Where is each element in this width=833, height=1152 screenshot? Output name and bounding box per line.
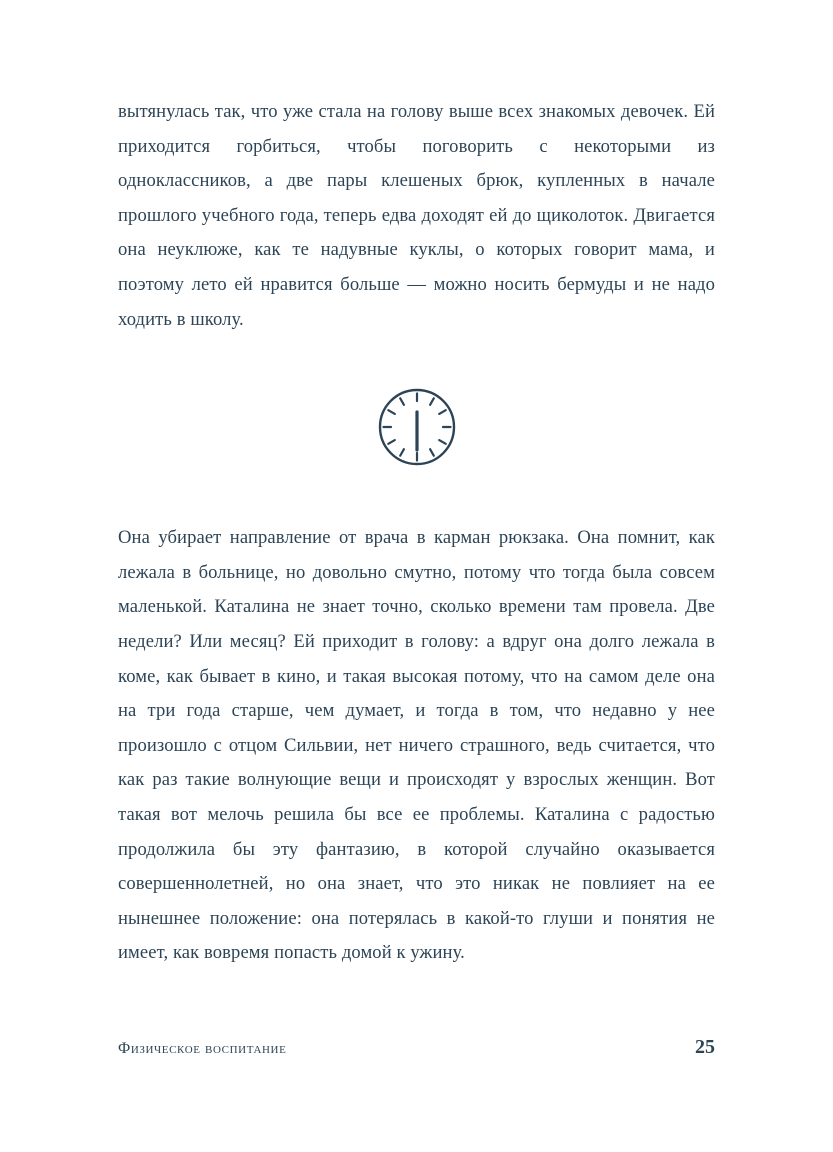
page-number: 25 bbox=[695, 1036, 715, 1058]
running-head: Физическое воспитание bbox=[118, 1040, 287, 1057]
paragraph-top: вытянулась так, что уже стала на голову выше всех знакомых девочек. Ей приходится горбиться, чтобы поговорить с некоторыми из одноклассников, а две пары клешеных брюк, купленных в начале прошлого учебного года, теперь едва доходят ей до щиколоток. Двигается она неуклюже, как те надувные куклы, о которых говорит мама, и поэтому лето ей нравится больше — можно носить бермуды и не надо ходить в школу. bbox=[118, 101, 715, 330]
section-divider bbox=[118, 381, 715, 473]
page-footer bbox=[118, 1036, 715, 1059]
clock-ornament bbox=[371, 381, 463, 473]
paragraph-bottom: Она убирает направление от врача в карман рюкзака. Она помнит, как лежала в больнице, но довольно смутно, потому что тогда была совсем маленькой. Каталина не знает точно, сколько времени там провела. Две недели? Или месяц? Ей приходит в голову: а вдруг она долго лежала в коме, как бывает в кино, и такая высокая потому, что на самом деле она на три года старше, чем думает, и тогда в том, что недавно у нее произошло с отцом Сильвии, нет ничего страшного, ведь считается, что как раз такие волнующие вещи и происходят у взрослых женщин. Вот такая вот мелочь решила бы все ее проблемы. Каталина с радостью продолжила бы эту фантазию, в которой случайно оказывается совершеннолетней, но она знает, что это никак не повлияет на ее нынешнее положение: она потерялась в какой-то глуши и понятия не имеет, как вовремя попасть домой к ужину. bbox=[118, 527, 715, 964]
